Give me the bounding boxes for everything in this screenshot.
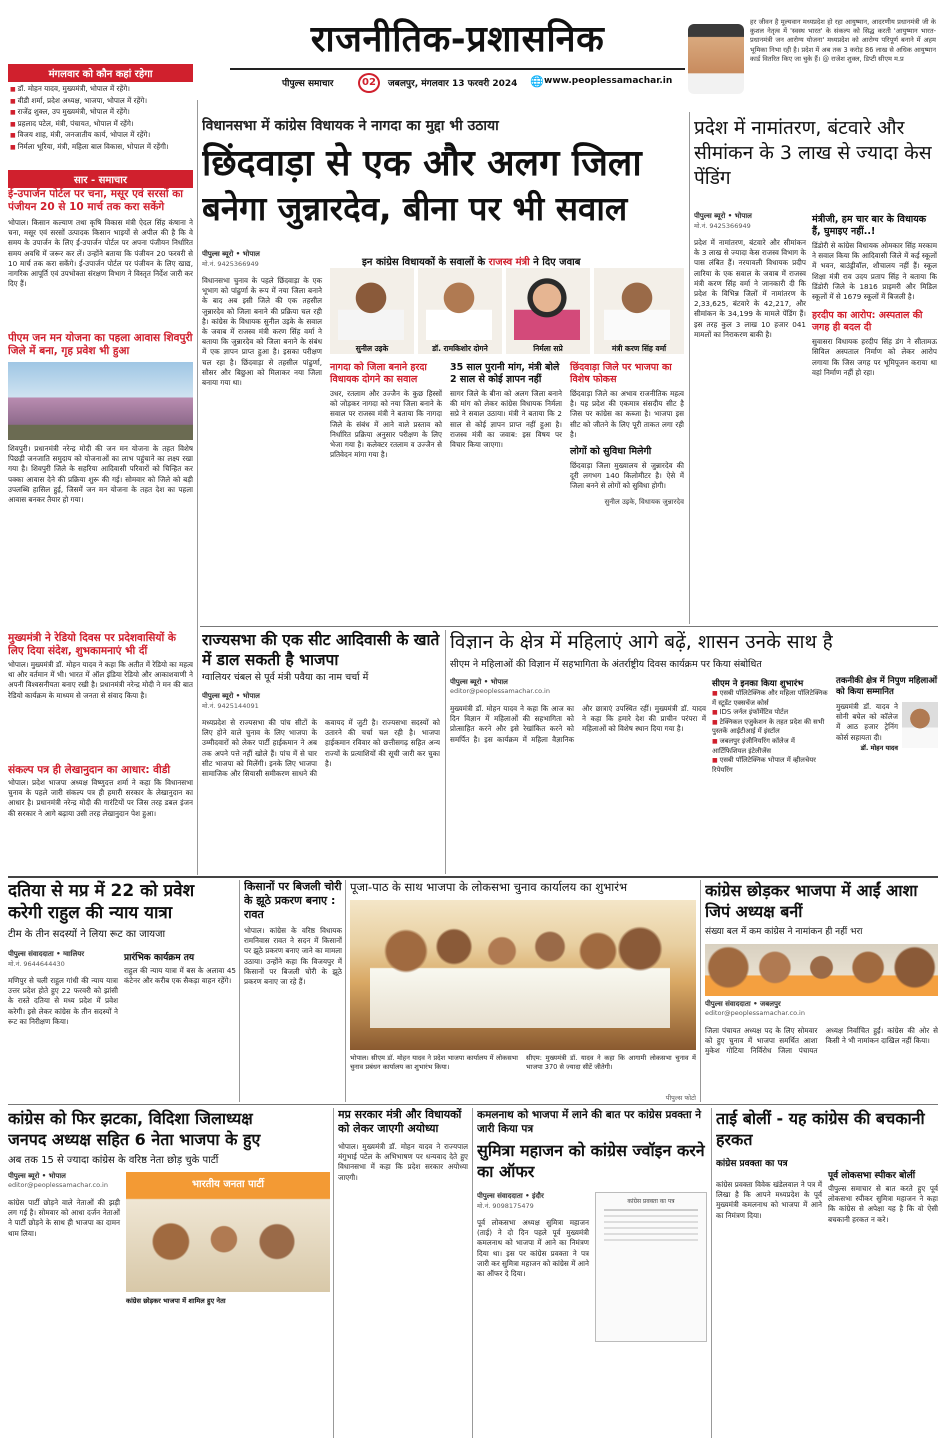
col-subhead: लोगों को सुविधा मिलेगी bbox=[570, 446, 652, 458]
main-headline-line1: छिंदवाड़ा से एक और अलग जिला bbox=[202, 143, 642, 184]
col-subhead: नागदा को जिला बनाने हरदा विधायक दोगने का सवाल bbox=[330, 362, 427, 385]
website-url[interactable]: www.peoplessamachar.in bbox=[544, 76, 673, 86]
kisan-story bbox=[244, 880, 342, 1102]
vigyan-list-item: ■ एसबी पॉलिटेक्निक और महिला पॉलिटेक्निक में स्टूडेंट एक्सचेंज कोर्स bbox=[712, 689, 830, 708]
byline: पीपुल्स ब्यूरो • भोपाल मो.नं. 9425144091 bbox=[202, 692, 260, 710]
story-body: भोपाल। किसान कल्याण तथा कृषि विकास मंत्री ऐदल सिंह कंषाना ने चना, मसूर एवं सरसों उत्पादक किसान भाइयों से अपील की है कि वे समय के उपार्जन के लिए ई-उपार्जन पोर्टल पर अपना पंजीयन निर्धारित समय अवधि में जरूर कर लें। उन्होंने बताया कि पंजीयन 20 फरवरी से 10 मार्च तक करा सकेंगे। ई-उपार्जन पोर्टल पर पंजीयन के लिए खाद्य, नागरिक आपूर्ति एवं उपभोक्ता संरक्षण विभाग ने विस्तृत निर्देश जारी कर दिए हैं। bbox=[8, 218, 193, 289]
portrait-image bbox=[338, 272, 404, 340]
right-side-subhead: हरदीप का आरोप: अस्पताल की जगह ही बदल दी bbox=[812, 310, 923, 334]
globe-icon: 🌐 bbox=[530, 75, 544, 88]
photo-caption: डॉ. मोहन यादव bbox=[860, 743, 898, 752]
bjp-banner: भारतीय जनता पार्टी bbox=[192, 1179, 264, 1190]
main-col-4b: छिंदवाड़ा जिला मुख्यालय से जुन्नारदेव की दूरी लगभग 140 किलोमीटर है। ऐसे में जिला बनने से लोगों को सुविधा होगी। bbox=[570, 461, 684, 491]
mantri-body: भोपाल। मुख्यमंत्री डॉ. मोहन यादव ने राज्यपाल मंगुभाई पटेल के अभिभाषण पर धन्यवाद देते हुए विधानसभा में कहा कि प्रदेश सरकार अयोध्या जाएगी। bbox=[338, 1142, 468, 1182]
datia-headline-1: दतिया से मप्र में 22 को प्रवेश bbox=[8, 881, 195, 901]
portrait-image bbox=[426, 272, 492, 340]
vidisha-story bbox=[8, 1108, 330, 1438]
masthead bbox=[230, 18, 685, 100]
vidisha-caption: कांग्रेस छोड़कर भाजपा में शामिल हुए नेता bbox=[126, 1297, 226, 1305]
portrait-name: मंत्री करण सिंह वर्मा bbox=[611, 344, 667, 353]
tai-body-2: पीपुल्स समाचार से बात करते हुए पूर्व लोकसभा स्पीकर सुमित्रा महाजन ने कहा कि कांग्रेस से अपेक्षा यह है कि वो ऐसी बचकानी हरकत न करे। bbox=[828, 1184, 938, 1224]
tai-subhead-2: पूर्व लोकसभा स्पीकर बोलीं bbox=[828, 1171, 916, 1181]
byline: पीपुल्स ब्यूरो • भोपाल मो.नं. 9425366949 bbox=[694, 212, 752, 230]
vidisha-photo bbox=[126, 1172, 330, 1292]
right-side-body: डिंडोरी से कांग्रेस विधायक ओमकार सिंह मरकाम ने सवाल किया कि आदिवासी जिले में कई स्कूलों में भवन, बाउंड्रीवॉल, शौचालय नहीं हैं। स्कूल शिक्षा मंत्री राव उदय प्रताप सिंह ने बताया कि डिंडोरी जिले के 1816 प्राइमरी और मिडिल स्कूलों में से 1679 स्कूलों में बिजली है। bbox=[812, 241, 937, 302]
story-headline: ई-उपार्जन पोर्टल पर चना, मसूर एवं सरसों का पंजीयन 20 से 10 मार्च तक करा सकेंगे bbox=[8, 188, 184, 213]
letter-image bbox=[595, 1192, 707, 1342]
portrait bbox=[418, 268, 502, 354]
tai-body: कांग्रेस प्रवक्ता विवेक खंडेलवाल ने पत्र में लिखा है कि आपने मध्यप्रदेश के पूर्व मुख्यमंत्री कमलनाथ को भाजपा में आने का निमंत्रण दिया। bbox=[716, 1180, 822, 1220]
summary-title: सार - समाचार bbox=[8, 170, 193, 188]
portrait-image bbox=[604, 272, 670, 340]
vigyan-list-head: सीएम ने इनका किया शुभारंभ bbox=[712, 679, 804, 689]
portrait-image bbox=[514, 272, 580, 340]
portrait bbox=[506, 268, 590, 354]
portrait-name: डॉ. रामकिशोर दोगने bbox=[432, 344, 488, 353]
portrait-panel bbox=[330, 268, 684, 356]
rajyasabha-body: मध्यप्रदेश से राज्यसभा की पांच सीटों के लिए होने वाले चुनाव के लिए भाजपा के उम्मीदवारों को लेकर पार्टी हाईकमान ने अब तक अपने पत्ते नहीं खोले हैं। पांच में से चार सीट भाजपा को मिलेंगी। इनके लिए भाजपा सामाजिक और सियासी समीकरण साधने की कवायद में जुटी है। राज्यसभा सदस्यों को उतारने की चर्चा चल रही है। भाजपा हाईकमान रविवार को छत्तीसगढ़ सहित अन्य राज्यों के प्रत्याशियों की सूची जारी कर चुका है। bbox=[202, 718, 440, 779]
main-col-1: विधानसभा चुनाव के पहले छिंदवाड़ा के एक भूभाग को पांढुर्णा के रूप में नया जिला बनाने के बाद अब इसी जिले की एक तहसील जुन्नारदेव को जिला बनाने की प्रक्रिया चल रही है। कांग्रेस के विधायक सुनील उइके के सवाल के जवाब में राजस्व मंत्री करण सिंह वर्मा ने बताया कि जुन्नारदेव को जिला बनाने के संबंध में एक ज्ञापन प्राप्त हुआ है। इसका परीक्षण चल रहा है। छिंदवाड़ा से तहसील पांढुर्णा, सौसर और बिछुआ को मिलाकर नया जिला बनाया गया था। bbox=[202, 276, 322, 388]
main-story bbox=[202, 116, 684, 624]
kisan-headline: किसानों पर बिजली चोरी के झूठे प्रकरण बनाए : रावत bbox=[244, 880, 342, 921]
puja-story bbox=[350, 880, 696, 1102]
puja-photo bbox=[350, 900, 696, 1050]
main-col-2: उधर, रतलाम और उज्जैन के कुछ हिस्सों को जोड़कर नागदा को नया जिला बनाने के सवाल पर राजस्व मंत्री ने बताया कि नागदा जिले के संबंध में आने वाले प्रस्ताव को निर्धारित प्रक्रिया अनुसार परीक्षण के लिए भेजा गया है। कलेक्टर रतलाम व उज्जैन से प्रतिवेदन मांगा गया है। bbox=[330, 389, 442, 460]
right-side-body: सुवासरा विधायक हरदीप सिंह डंग ने सीतामऊ सिविल अस्पताल निर्माण को लेकर आरोप लगाया कि जिस जगह पर भूमिपूजन कराया था वहां निर्माण नहीं हो रहा। bbox=[812, 337, 937, 377]
vigyan-list-item: ■ टेक्निकल एजुकेशन के तहत प्रदेश की सभी पुस्तकें आईटीआई में इंस्टॉल bbox=[712, 718, 830, 737]
panel-title: इन कांग्रेस विधायकों के सवालों के राजस्व मंत्री ने दिए जवाब bbox=[362, 257, 581, 268]
vigyan-story bbox=[450, 630, 938, 874]
main-col-3: सागर जिले के बीना को अलग जिला बनाने की मांग को लेकर कांग्रेस विधायक निर्मला सप्रे ने सवाल उठाया। मंत्री ने बताया कि 2 साल से कोई ज्ञापन प्राप्त नहीं हुआ है। राजस्व मंत्री का जवाब: इस विषय पर विचार किया जाएगा। bbox=[450, 389, 562, 450]
asha-body: जिला पंचायत अध्यक्ष पद के लिए सोमवार को हुए चुनाव में भाजपा समर्थित आशा मुकेश गोटिया निर्विरोध जिला पंचायत अध्यक्ष निर्वाचित हुईं। कांग्रेस की ओर से किसी ने भी नामांकन दाखिल नहीं किया। bbox=[705, 1026, 938, 1056]
house-photo bbox=[8, 362, 193, 440]
schedule-item: ■ राजेंद्र शुक्ल, उप मुख्यमंत्री, भोपाल में रहेंगे। bbox=[10, 107, 191, 119]
vigyan-body: मुख्यमंत्री डॉ. मोहन यादव ने कहा कि आज का दिन विज्ञान में महिलाओं की सहभागिता को प्रोत्साहित करने और इसे रेखांकित करने को समर्पित है। इस कार्यक्रम में महिला वैज्ञानिक और छात्राएं उपस्थित रहीं। मुख्यमंत्री डॉ. यादव ने कहा कि हमारे देश की प्राचीन परंपरा में महिलाओं को विशेष स्थान दिया गया है। bbox=[450, 704, 706, 744]
story-body: शिवपुरी। प्रधानमंत्री नरेन्द्र मोदी की जन मन योजना के तहत विशेष पिछड़ी जनजाति समुदाय को योजनाओं का लाभ पहुंचाने का लक्ष्य रखा गया है। शिवपुरी जिले के सहरिया आदिवासी परिवारों को चिन्हित कर पक्का आवास देने की प्रक्रिया शुरू की गई। सोमवार को जिले को बड़ी उपलब्धि हासिल हुई, जिसमें जन मन योजना के तहत देश का पहला आवास बनकर तैयार हो गया। bbox=[8, 444, 193, 505]
datia-body: मणिपुर से चली राहुल गांधी की न्याय यात्रा उत्तर प्रदेश होते हुए 22 फरवरी को झांसी के रास्ते दतिया से मध्य प्रदेश में प्रवेश करेगी। इसे लेकर कांग्रेस के तीन सदस्यों ने रूट का निरीक्षण किया। bbox=[8, 976, 118, 1026]
story-headline: मुख्यमंत्री ने रेडियो दिवस पर प्रदेशवासियों के लिए दिया संदेश, शुभकामनाएं भी दीं bbox=[8, 632, 176, 657]
asha-sub: संख्या बल में कम कांग्रेस ने नामांकन ही नहीं भरा bbox=[705, 927, 863, 937]
schedule-title: मंगलवार को कौन कहां रहेगा bbox=[8, 64, 193, 82]
datia-headline-2: करेगी राहुल की न्याय यात्रा bbox=[8, 903, 173, 923]
kamalnath-story bbox=[477, 1108, 707, 1438]
cm-portrait bbox=[902, 702, 938, 748]
vigyan-side-body: मुख्यमंत्री डॉ. यादव ने सोनी बघेल को कॉलेज में आठ हजार ट्रेनिंग कोर्स सहायता दी। bbox=[836, 702, 898, 742]
mantri-story bbox=[338, 1108, 468, 1438]
story-body: भोपाल। मुख्यमंत्री डॉ. मोहन यादव ने कहा कि अतीत में रेडियो का महत्व था और वर्तमान में भी। भारत में ऑल इंडिया रेडियो और आकाशवाणी ने अपनी विश्वसनीयता बनाए रखी है। प्रधानमंत्री नरेन्द्र मोदी ने मन की बात रेडियो कार्यक्रम के माध्यम से जनता से संवाद किया है। bbox=[8, 660, 193, 700]
puja-caption: भोपाल। सीएम डॉ. मोहन यादव ने प्रदेश भाजपा कार्यालय में लोकसभा चुनाव प्रबंधन कार्यालय का शुभारंभ किया। bbox=[350, 1054, 518, 1071]
datia-story bbox=[8, 880, 236, 1102]
kisan-body: भोपाल। कांग्रेस के वरिष्ठ विधायक रामनिवास रावत ने सदन में किसानों पर झूठे प्रकरण बनाए जाने का मामला उठाया। उन्होंने कहा कि विजयपुर में किसानों पर बिजली चोरी के झूठे प्रकरण बनाए जा रहे हैं। bbox=[244, 926, 342, 987]
right-top-story bbox=[694, 116, 937, 624]
byline: पीपुल्स ब्यूरो • भोपाल मो.नं. 9425366949 bbox=[202, 250, 260, 268]
page-number: 02 bbox=[358, 73, 380, 93]
deputy-cm-portrait bbox=[688, 24, 744, 94]
story-headline: पीएम जन मन योजना का पहला आवास शिवपुरी जिले में बना, गृह प्रवेश भी हुआ bbox=[8, 332, 193, 357]
datia-prog-body: राहुल की न्याय यात्रा में बस के अलावा 45 कंटेनर और करीब एक सैकड़ा वाहन रहेंगे। bbox=[124, 966, 236, 986]
right-top-headline: प्रदेश में नामांतरण, बंटवारे और सीमांकन के 3 लाख से ज्यादा केस पेंडिंग bbox=[694, 117, 932, 189]
rajyasabha-sub: ग्वालियर चंबल से पूर्व मंत्री पवैया का नाम चर्चा में bbox=[202, 672, 369, 683]
schedule-item: ■ डॉ. मोहन यादव, मुख्यमंत्री, भोपाल में रहेंगे। bbox=[10, 84, 191, 96]
asha-headline: कांग्रेस छोड़कर भाजपा में आईं आशा जिपं अध्यक्ष बनीं bbox=[705, 881, 918, 921]
main-kicker: विधानसभा में कांग्रेस विधायक ने नागदा का मुद्दा भी उठाया bbox=[202, 118, 499, 134]
byline: पीपुल्स ब्यूरो • भोपाल editor@peoplessamachar.co.in bbox=[8, 1172, 108, 1189]
vigyan-list-item: ■ IDS जर्नल इंफॉर्मेटिव पोर्टल bbox=[712, 708, 830, 718]
col-subhead: छिंदवाड़ा जिले पर भाजपा का विशेष फोकस bbox=[570, 362, 672, 385]
schedule-item: ■ विजय शाह, मंत्री, जनजातीय कार्य, भोपाल में रहेंगे। bbox=[10, 130, 191, 142]
paper-name: पीपुल्स समाचार bbox=[282, 79, 334, 89]
vigyan-list-item: ■ जबलपुर इंजीनियरिंग कॉलेज में आर्टिफिशियल इंटेलीजेंस bbox=[712, 737, 830, 756]
main-col-4: छिंदवाड़ा जिले का अभाव राजनीतिक महत्व है। यह प्रदेश की एकमात्र संसदीय सीट है जिस पर कांग्रेस का कब्जा है। भाजपा इस सीट को जीतने के लिए पूरी ताकत लगा रही है। bbox=[570, 389, 684, 439]
kamalnath-headline: कमलनाथ को भाजपा में लाने की बात पर कांग्रेस प्रवक्ता ने जारी किया पत्र bbox=[477, 1109, 702, 1135]
tai-subhead: कांग्रेस प्रवक्ता का पत्र bbox=[716, 1159, 788, 1169]
tai-story bbox=[716, 1108, 938, 1438]
tai-headline: ताई बोलीं - यह कांग्रेस की बचकानी हरकत bbox=[716, 1109, 925, 1149]
vidisha-sub: अब तक 15 से ज्यादा कांग्रेस के वरिष्ठ नेता छोड़ चुके पार्टी bbox=[8, 1155, 219, 1166]
top-quote-box bbox=[686, 16, 936, 104]
rajyasabha-headline: राज्यसभा की एक सीट आदिवासी के खाते में डाल सकती है भाजपा bbox=[202, 631, 440, 669]
vidisha-headline-1: कांग्रेस को फिर झटका, विदिशा जिलाध्यक्ष bbox=[8, 1109, 253, 1128]
kamalnath-subhead: सुमित्रा महाजन को कांग्रेस ज्वॉइन करने का ऑफर bbox=[477, 1141, 705, 1181]
right-side-subhead: मंत्रीजी, हम चार बार के विधायक हैं, घुमाइए नहीं..! bbox=[812, 214, 927, 237]
sidebar bbox=[8, 60, 193, 872]
portrait bbox=[330, 268, 414, 354]
datia-prog-head: प्रारंभिक कार्यक्रम तय bbox=[124, 953, 195, 963]
byline: पीपुल्स संवाददाता • इंदौर मो.नं. 9098175479 bbox=[477, 1192, 544, 1210]
asha-story bbox=[705, 880, 938, 1102]
story-body: भोपाल। प्रदेश भाजपा अध्यक्ष विष्णुदत्त शर्मा ने कहा कि विधानसभा चुनाव के पहले जारी संकल्प पत्र ही हमारी सरकार के लेखानुदान का आधार है। प्रधानमंत्री नरेन्द्र मोदी की गारंटियों पर जिस तरह डबल इंजन की सरकार ने आगे बढ़ाया उसी तरह लेखानुदान पेश हुआ। bbox=[8, 778, 193, 818]
letter-title: कांग्रेस प्रवक्ता का पत्र bbox=[627, 1198, 675, 1205]
col-subhead: 35 साल पुरानी मांग, मंत्री बोले 2 साल से कोई ज्ञापन नहीं bbox=[450, 362, 560, 385]
dateline: जबलपुर, मंगलवार 13 फरवरी 2024 bbox=[388, 79, 518, 89]
vidisha-headline-2: जनपद अध्यक्ष सहित 6 नेता भाजपा के हुए bbox=[8, 1130, 261, 1149]
byline: पीपुल्स संवाददाता • जबलपुर editor@peoplessamachar.co.in bbox=[705, 1000, 805, 1017]
vigyan-list-item: ■ एसबी पॉलिटेक्निक भोपाल में व्हीलचेयर रिपेयरिंग bbox=[712, 756, 830, 775]
puja-caption-2: सीएम: मुख्यमंत्री डॉ. यादव ने कहा कि आगामी लोकसभा चुनाव में भाजपा 370 से ज्यादा सीटें जीतेगी। bbox=[526, 1054, 696, 1071]
top-quote-text: हर जीवन है मूल्यवान मध्यप्रदेश हो रहा आयुष्मान, आदरणीय प्रधानमंत्री जी के कुशल नेतृत्व में 'स्वस्थ भारत' के संकल्प को सिद्ध करती 'आयुष्मान भारत-प्रधानमंत्री जन आरोग्य योजना' मध्यप्रदेश को आरोग्य परिपूर्ण बनाने में अहम भूमिका निभा रही है। प्रदेश में अब तक 3 करोड़ 86 लाख से अधिक आयुष्मान कार्ड वितरित किए जा चुके हैं। @ राजेश शुक्ल, डिप्टी सीएम म.प्र bbox=[750, 18, 936, 63]
vigyan-side-head: तकनीकी क्षेत्र में निपुण महिलाओं को किया सम्मानित bbox=[836, 676, 938, 697]
kamalnath-body: पूर्व लोकसभा अध्यक्ष सुमित्रा महाजन (ताई) ने दो दिन पहले पूर्व मुख्यमंत्री कमलनाथ को भाजपा में आने का निमंत्रण दिया था। इस पर कांग्रेस प्रवक्ता ने पत्र जारी कर सुमित्रा महाजन को कांग्रेस में आने का ऑफर दे दिया। bbox=[477, 1218, 589, 1279]
vigyan-headline: विज्ञान के क्षेत्र में महिलाएं आगे बढ़ें, शासन उनके साथ है bbox=[450, 631, 833, 653]
portrait-name: निर्मला सप्रे bbox=[533, 344, 563, 353]
byline: पीपुल्स ब्यूरो • भोपाल editor@peoplessamachar.co.in bbox=[450, 678, 550, 695]
mantri-headline: मप्र सरकार मंत्री और विधायकों को लेकर जाएगी अयोध्या bbox=[338, 1108, 462, 1135]
vidisha-body: कांग्रेस पार्टी छोड़ने वाले नेताओं की झड़ी लग गई है। सोमवार को आधा दर्जन नेताओं ने पार्टी छोड़ने के साथ ही भाजपा का दामन थाम लिया। bbox=[8, 1198, 120, 1238]
rajyasabha-story bbox=[202, 630, 440, 874]
asha-photo bbox=[705, 944, 938, 996]
byline: पीपुल्स संवाददाता • ग्वालियर मो.नं. 9644644430 bbox=[8, 950, 85, 968]
puja-headline: पूजा-पाठ के साथ भाजपा के लोकसभा चुनाव कार्यालय का शुभारंभ bbox=[350, 880, 628, 894]
quote-attribution: सुनील उइके, विधायक जुन्नारदेव bbox=[604, 497, 684, 506]
portrait bbox=[594, 268, 684, 354]
main-headline-line2: बनेगा जुन्नारदेव, बीना पर भी सवाल bbox=[202, 189, 628, 228]
photo-credit: पीपुल्स फोटो bbox=[665, 1094, 696, 1102]
schedule-item: ■ प्रहलाद पटेल, मंत्री, पंचायत, भोपाल में रहेंगे। bbox=[10, 119, 191, 131]
vigyan-sub: सीएम ने महिलाओं की विज्ञान में सहभागिता के अंतर्राष्ट्रीय दिवस कार्यक्रम पर किया संबोधित bbox=[450, 659, 762, 670]
portrait-name: सुनील उइके bbox=[355, 344, 389, 353]
right-top-body: प्रदेश में नामांतरण, बंटवारे और सीमांकन के 3 लाख से ज्यादा केस राजस्व विभाग के पास लंबित हैं। नरयावली विधायक प्रदीप लारिया के एक सवाल के जवाब में राजस्व मंत्री करण सिंह वर्मा ने जानकारी दी कि प्रदेश के विभिन्न जिलों में नामांतरण के 2,33,625, बंटवारे के 42,217, और सीमांकन के 34,199 के मामले पेंडिंग हैं। इस तरह कुल 3 लाख 10 हजार 041 मामलों का निराकरण बाकी है। bbox=[694, 238, 806, 339]
story-headline: संकल्प पत्र ही लेखानुदान का आधार: वीडी bbox=[8, 764, 171, 776]
datia-sub: टीम के तीन सदस्यों ने लिया रूट का जायजा bbox=[8, 929, 166, 940]
section-title: राजनीतिक-प्रशासनिक bbox=[310, 19, 605, 60]
schedule-item: ■ वीडी शर्मा, प्रदेश अध्यक्ष, भाजपा, भोपाल में रहेंगे। bbox=[10, 96, 191, 108]
schedule-item: ■ निर्मला भूरिया, मंत्री, महिला बाल विकास, भोपाल में रहेंगी। bbox=[10, 142, 191, 154]
